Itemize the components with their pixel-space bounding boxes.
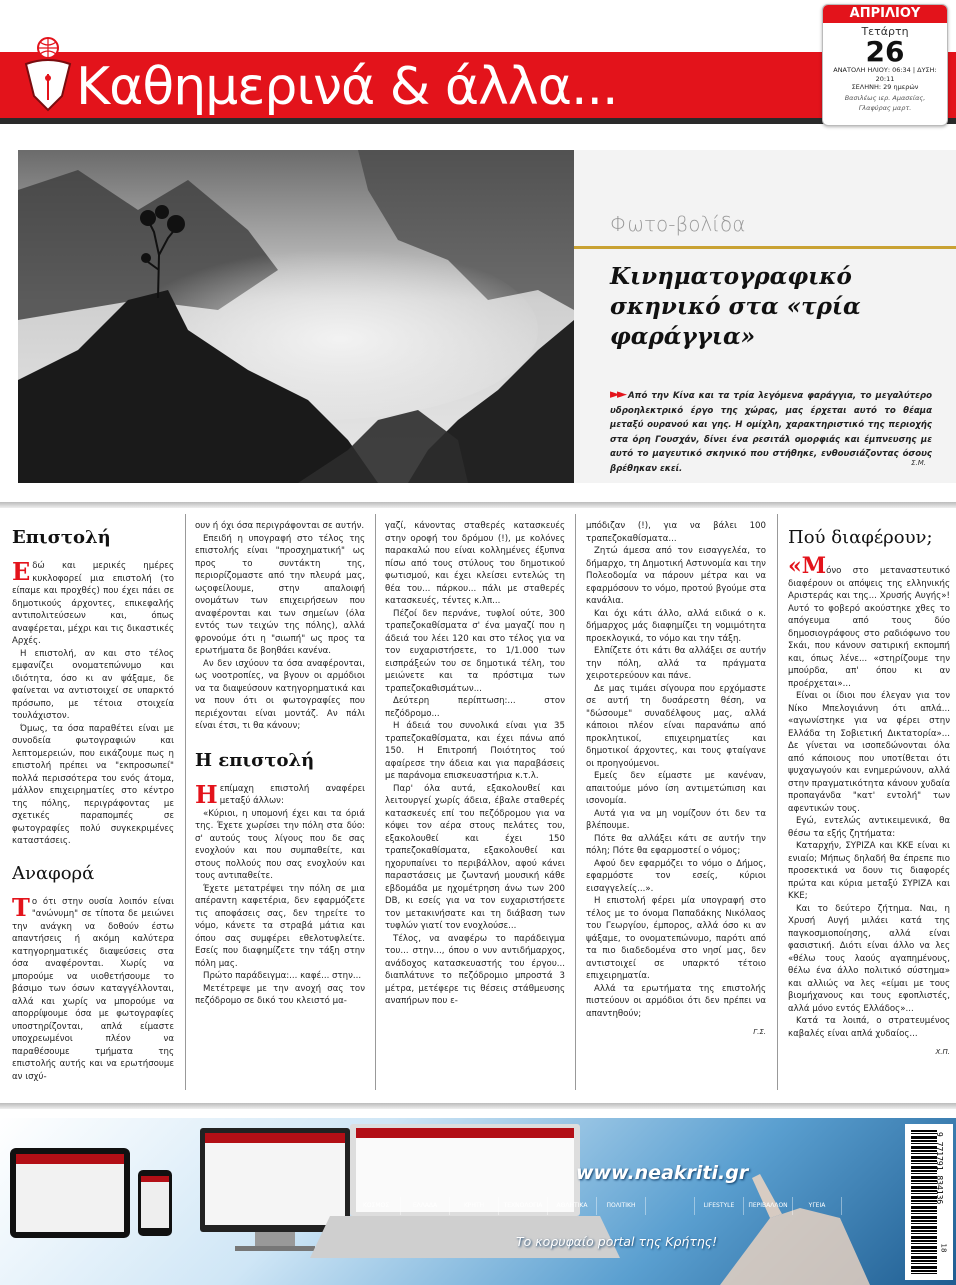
paragraph: Αλλά τα ερωτήματα της επιστολής πιστεύουν οι αρμόδιοι ότι δεν πρέπει να απαντηθούν; <box>586 983 766 1019</box>
calendar-weekday: Τετάρτη <box>861 25 909 38</box>
paragraph: Έχετε μετατρέψει την πόλη σε μια απέραντη καφετέρια, δεν εφαρμόζετε τις αποφάσεις σας, δεν τηρείτε το νόμο, κάνετε τα στραβά μάτια και όπου σας συμφέρει εθελοτυφλείτε. Εσείς που διαφημίζετε την τάξη στην πόλη μας. <box>195 883 365 969</box>
calendar-month: ΑΠΡΙΛΙΟΥ <box>823 5 947 23</box>
paragraph: Πότε θα αλλάξει κάτι σε αυτήν την πόλη; Πότε θα εφαρμοστεί ο νόμος; <box>586 833 766 856</box>
nav-item: ΥΓΕΙΑ <box>793 1197 842 1215</box>
paragraph: ουν ή όχι όσα περιγράφονται σε αυτήν. <box>195 521 365 531</box>
feature-lead <box>610 388 932 476</box>
paragraph: μπόδιζαν (!), για να βάλει 100 τραπεζοκαθίσματα... <box>586 521 766 544</box>
feature-kicker: Φωτο-βολίδα <box>610 212 746 236</box>
paragraph: Και το δεύτερο ζήτημα. Ναι, η Χρυσή Αυγή μιλάει κατά της παγκοσμιοποίησης, αλλά είναι φασιστική. Διότι είναι άλλο να λες «θέλω τους λαούς αγαπημένους, θέλω ένα άλλο πολιτικό σύστημα» και αλλιώς να λες «είμαι με τους βιομήχανους και τους εφοπλιστές, αλλά μόνο εντός Ελλάδος»... <box>788 903 950 1014</box>
paragraph: Μετέτρεψε με την ανοχή σας τον πεζόδρομο σε δικό του κλειστό μα- <box>195 983 365 1006</box>
feature-text-panel <box>574 150 956 483</box>
paragraph: Ηεπίμαχη επιστολή αναφέρει μεταξύ άλλων: <box>195 779 365 809</box>
paragraph: Εγώ, εντελώς αντικειμενικά, θα θέσω τα εξής ζητήματα: <box>788 816 950 839</box>
barcode-bars <box>911 1130 937 1276</box>
paragraph: Όμως, τα όσα παραθέτει είναι με συνοδεία φωτογραφιών και λεπτομερειών, που εικάζουμε πως η επιστολή πρέπει να "εκπροσωπεί" πολλά περισσότερα του ενός άτομα, μάλλον επιχειρηματίες στο κέντρο της πόλης, περιγράφοντας με σχετικές παραπομπές σε φωτογραφίες πολύ συγκεκριμένες καταστάσεις. <box>12 723 174 846</box>
paragraph: Και όχι κάτι άλλο, αλλά ειδικά ο κ. δήμαρχος μάς διαφημίζει τη νομιμότητα προεκλογικά, το νόμο και την τάξη. <box>586 608 766 644</box>
column-subheading: Η επιστολή <box>195 749 315 771</box>
page-number: 18 <box>939 1243 948 1253</box>
drop-cap: Τ <box>12 892 30 922</box>
calendar-day: 26 <box>865 35 905 68</box>
section-divider <box>0 502 956 508</box>
ad-tagline: Το κορυφαίο portal της Κρήτης! <box>516 1234 718 1249</box>
paragraph: Εμείς δεν είμαστε με κανέναν, απαιτούμε μόνο ίση αντιμετώπιση και ισονομία. <box>586 771 766 806</box>
paragraph: γαζί, κάνοντας σταθερές κατασκευές στην οροφή του δρόμου (!), με κολόνες παρακαλώ που είναι κολλημένες έξυπνα πίσω από τους στύλους του δημοτικού φωτισμού, και έχει κλείσει εντελώς τη θέα του... πάρκου... πάλι με σταθερές κατασκευές, τέντες κ.λπ... <box>385 521 565 606</box>
column-rule <box>777 514 778 1090</box>
gold-divider <box>574 246 956 249</box>
paragraph: Πέζοί δεν περνάνε, τυφλοί ούτε, 300 τραπεζοκαθίσματα σ' ένα μαγαζί που η άδειά του λέει 120 και στο τέλος για να τον ευχαριστήσετε, το 1/1.000 των εισπράξεών του σε δημοτικά τέλη, του μειώνετε και τα πρόστιμα των τραπεζοκαθισμάτων... <box>385 608 565 694</box>
drop-quote: «Μ <box>788 553 827 579</box>
calendar-sun-times: ΑΝΑΤΟΛΗ ΗΛΙΟΥ: 06:34 | ΔΥΣΗ: 20:11 <box>833 66 937 83</box>
column-heading: Πού διαφέρουν; <box>788 527 933 548</box>
calendar-saints-1: Βασιλέως ιερ. Αμασείας, <box>844 93 926 102</box>
nav-item: LIFESTYLE <box>695 1197 744 1215</box>
column-signature: Γ.Σ. <box>753 1028 766 1036</box>
calendar-moon: ΣΕΛΗΝΗ: 29 ημερών <box>851 83 919 91</box>
globe-pen-icon <box>18 34 78 114</box>
section-title: Καθημερινά & άλλα... <box>76 57 618 117</box>
ad-divider <box>0 1103 956 1109</box>
column-3 <box>385 520 565 1090</box>
paragraph: Δεύτερη περίπτωση:... στον πεζόδρομο... <box>385 696 565 719</box>
nav-item: ΤΕΧΝΟΛΟΓΙΑ <box>499 1197 548 1215</box>
paragraph: Η άδειά του συνολικά είναι για 35 τραπεζοκαθίσματα, και έχει πάνω από 150. Η Επιτροπή Ποιότητος τού αφαίρεσε την άδεια και για παραβάσεις με παράνομα επισκευαστήρια κ.τ.λ. <box>385 721 565 781</box>
paragraph: «Μόνο στο μεταναστευτικό διαφέρουν οι απόψεις της ελληνικής Αριστεράς και της... Χρυσής Αυγής»! Αυτό το φοβερό ακούστηκε χθες το απόγευμα από τους δύο δημοσιογράφους στο ραδιόφωνο του Σκάι, που κάνουν σατιρική εκπομπή και, όπως λένε... «στηρίζουμε την μπούρδα, απ' όπου κι αν προέρχεται»... <box>788 553 950 689</box>
paragraph: Επειδή η υπογραφή στο τέλος της επιστολής είναι "προσχηματική" ως προς το συντάκτη της, περιορίζομαστε από την πλευρά μας, ωςοφείλουμε, στην απαλοιφή ονομάτων των επιχειρήσεων που αναφέρονται και των σημείων (όλα εντός των τειχών της πόλης), αλλά φρονούμε ότι η "σιωπή" ως προς τα ερωτήματα δε βοηθάει κανένα. <box>195 533 365 656</box>
masthead <box>0 0 956 128</box>
drop-cap: Η <box>195 779 218 809</box>
feature-lead-text: Από την Κίνα και τα τρία λεγόμενα φαράγγια, το μεγαλύτερο υδροηλεκτρικό έργο της χώρας, μας έρχεται αυτό το θέαμα μεταξύ ουρανού και γης. Η ομίχλη, χαρακτηριστικό της περιοχής στα όρη Γουσχάν, δίνει ένα ρεσιτάλ ομορφιάς και έμπνευσης με αυτό το μαγευτικό σκηνικό που στήθηκε, ενθουσιάζοντας όσους βρέθηκαν εκεί. <box>610 391 932 474</box>
paragraph: Δε μας τιμάει σίγουρα που ερχόμαστε σε αυτή τη δυσάρεστη θέση, να "δώσουμε" συναδέλφους μας, αλλά κάποιοι πλέον είναι παρανάπω από προκλητικοί, επιχειρηματίες και δημοτικοί άρχοντες, και τους φταίγανε οι προηγούμενοι. <box>586 683 766 769</box>
paragraph: Ελπίζετε ότι κάτι θα αλλάξει σε αυτήν την πόλη, αλλά τα πράγματα χειροτερεύουν και πάνε. <box>586 646 766 681</box>
column-heading: Επιστολή <box>12 527 111 548</box>
calendar-saints-2: Γλαφύρας μαρτ. <box>858 103 912 112</box>
paragraph: Κατά τα λοιπά, ο στρατευμένος καβαλές είναι απλά χυδαίος... <box>788 1016 950 1039</box>
nav-item: ΕΛΛΑΔΑ <box>401 1197 450 1215</box>
ad-site-nav <box>352 1197 842 1215</box>
column-epistoli <box>12 520 174 1090</box>
column-rule <box>575 514 576 1090</box>
paragraph: Η επιστολή, αν και στο τέλος εμφανίζει ονοματεπώνυμο και ιδιότητα, όσο κι αν ψάξαμε, δε φαίνεται να αντιστοιχεί σε υπαρκτό πρόσωπο, με τέτοια στοιχεία τουλάχιστον. <box>12 648 174 721</box>
date-calendar <box>822 4 948 126</box>
column-2 <box>195 520 365 1090</box>
paragraph: Το ότι στην ουσία λοιπόν είναι "ανώνυμη" σε τίποτα δε μειώνει την ανάγκη να δοθούν έστω απαντήσεις ή ακόμη καλύτερα κατηγορηματικές διαψεύσεις στα όσα αναφέρονται. Χωρίς να μπορούμε να υιοθετήσουμε το βάσιμο των όσων καταγγέλλονται, αλλά και χωρίς να μπορούμε να απορρίψουμε όσα με φωτογραφίες υποστηρίζονται, απλά είμαστε υποχρεωμένοι πλέον να παραθέσουμε τμήματα της επιστολής αυτής και να ερωτήσουμε αν ισχύ- <box>12 892 174 1082</box>
nav-item: ΑΘΛΗΤΙΚΑ <box>548 1197 597 1215</box>
column-rule <box>185 514 186 1090</box>
nav-item: ΚΟΣΜΟΣ <box>352 1197 401 1215</box>
paragraph: Παρ' όλα αυτά, εξακολουθεί και λειτουργεί χωρίς άδεια, έβαλε σταθερές κατασκευές επί του πεζόδρομου για να κόψει τον αέρα στους πελάτες του, εξακολουθεί και έχει 150 τραπεζοκαθίσματα, εξακολουθεί και ηχορυπαίνει το περιβάλλον, αφού κάνει παραστάσεις με ζωντανή μουσική κάθε εβδομάδα με ηχομέτρηση άνω των 200 DB, κι εσείς για να τον ευχαριστήσετε τον μετακινήσατε και τη διάβαση των τυφλών γιατί τον ενοχλούσε... <box>385 783 565 931</box>
paragraph: Αφού δεν εφαρμόζει το νόμο ο Δήμος, εφαρμόστε τον εσείς, κύριοι εισαγγελείς...». <box>586 858 766 894</box>
misty-mountain-photo <box>18 150 574 483</box>
paragraph: Ζητώ άμεσα από τον εισαγγελέα, το δήμαρχο, τη Δημοτική Αστυνομία και την Πολεοδομία να πάρουν μέτρα και να εφαρμόσουν το νόμο, προτού βγούμε στα κανάλια. <box>586 546 766 606</box>
feature-headline: Κινηματογραφικό σκηνικό στα «τρία φαράγγια» <box>610 263 861 350</box>
nav-item: ΠΕΡΙΒΑΛΛΟΝ <box>744 1197 793 1215</box>
paragraph: «Κύριοι, η υπομονή έχει και τα όριά της. Έχετε χωρίσει την πόλη στα δύο: σ' αυτούς τους λίγους που δε σας ενοχλούν και που συμπαθείτε, και στους πολλούς που σας ενοχλούν και τους αντιπαθείτε. <box>195 808 365 881</box>
column-pou-diaferoun <box>788 520 950 1090</box>
neakriti-advertisement[interactable] <box>0 1118 956 1285</box>
paragraph: Καταρχήν, ΣΥΡΙΖΑ και ΚΚΕ είναι κι ενιαίο; Μήπως δηλαδή θα έπρεπε πιο προσεκτικά να δουν τις διαφορές πρώτα και κύρια μεταξύ ΣΥΡΙΖΑ και ΚΚΕ; <box>788 841 950 901</box>
nav-item: ΠΟΛΙΤΙΚΗ <box>597 1197 646 1215</box>
feature-section <box>0 150 956 490</box>
feature-signature: Σ.Μ. <box>911 459 926 467</box>
paragraph: Είναι οι ίδιοι που έλεγαν για τον Νίκο Μπελογιάννη ότι απλά... «αγωνίστηκε για να φέρει στην Ελλάδα τη Σοβιετική Δικτατορία»... Δε γίνεται να ισοπεδώνονται όλα από κάποιους που υποτίθεται ότι ψυχαγωγούν και ενημερώνουν, αλλά στην πραγματικότητα κάνουν χυδαία προπαγάνδα "κατ' εντολή" των αφεντικών τους. <box>788 691 950 814</box>
ad-url-link[interactable]: www.neakriti.gr <box>576 1162 749 1184</box>
paragraph: Η επιστολή φέρει μία υπογραφή στο τέλος με το όνομα Παπαδάκης Νικόλαος του Γεωργίου, έμπορος, αλλά όσο κι αν ψάξαμε, το ονοματεπώνυμο, παρότι από τα πιο διαδεδομένα στο νησί μας, δεν αντιστοιχεί σε υπαρκτό τέτοιο επιχειρηματία. <box>586 896 766 981</box>
paragraph: Εδώ και μερικές ημέρες κυκλοφορεί μια επιστολή (το είπαμε και προχθές) που έχει πάει σε δημοτικούς άρχοντες, επικεφαλής αντιπολιτεύσεων και, όπως αναφέρεται, μέχρι και τις δικαστικές Αρχές. <box>12 557 174 646</box>
barcode-number: 9 771791 834136 <box>935 1132 944 1205</box>
paragraph: Τέλος, να αναφέρω το παράδειγμα του... στην..., όπου ο νυν αντιδήμαρχος, ανάδοχος κατασκευαστής του έργου... διαπλάτυνε το πεζόδρομιο μπροστά 3 μέτρα, μετέφερε τις θέσεις στάθμευσης αναπήρων που ε- <box>385 933 565 1006</box>
nav-item: ΚΡΗΤΗ <box>450 1197 499 1215</box>
column-signature: Χ.Π. <box>935 1048 950 1056</box>
double-arrow-icon: ►► <box>610 387 624 402</box>
column-rule <box>375 514 376 1090</box>
column-4 <box>586 520 766 1090</box>
column-subheading: Αναφορά <box>12 862 95 884</box>
barcode <box>905 1124 953 1280</box>
nav-item <box>646 1197 695 1215</box>
paragraph: Αυτά για να μη νομίζουν ότι δεν τα βλέπουμε. <box>586 808 766 831</box>
paragraph: Πρώτο παράδειγμα:... καφέ... στην... <box>203 971 362 981</box>
paragraph: Αν δεν ισχύουν τα όσα αναφέρονται, ως νοοτροπίες, να βγουν οι αρμόδιοι να τα διαψεύσουν κατηγορηματικά και να πουν ότι οι φωτογραφίες που περιέχονται είναι μοντάζ. Αν πάλι είναι έτσι, τι θα κάνουν; <box>195 658 365 731</box>
drop-cap: Ε <box>12 557 31 586</box>
